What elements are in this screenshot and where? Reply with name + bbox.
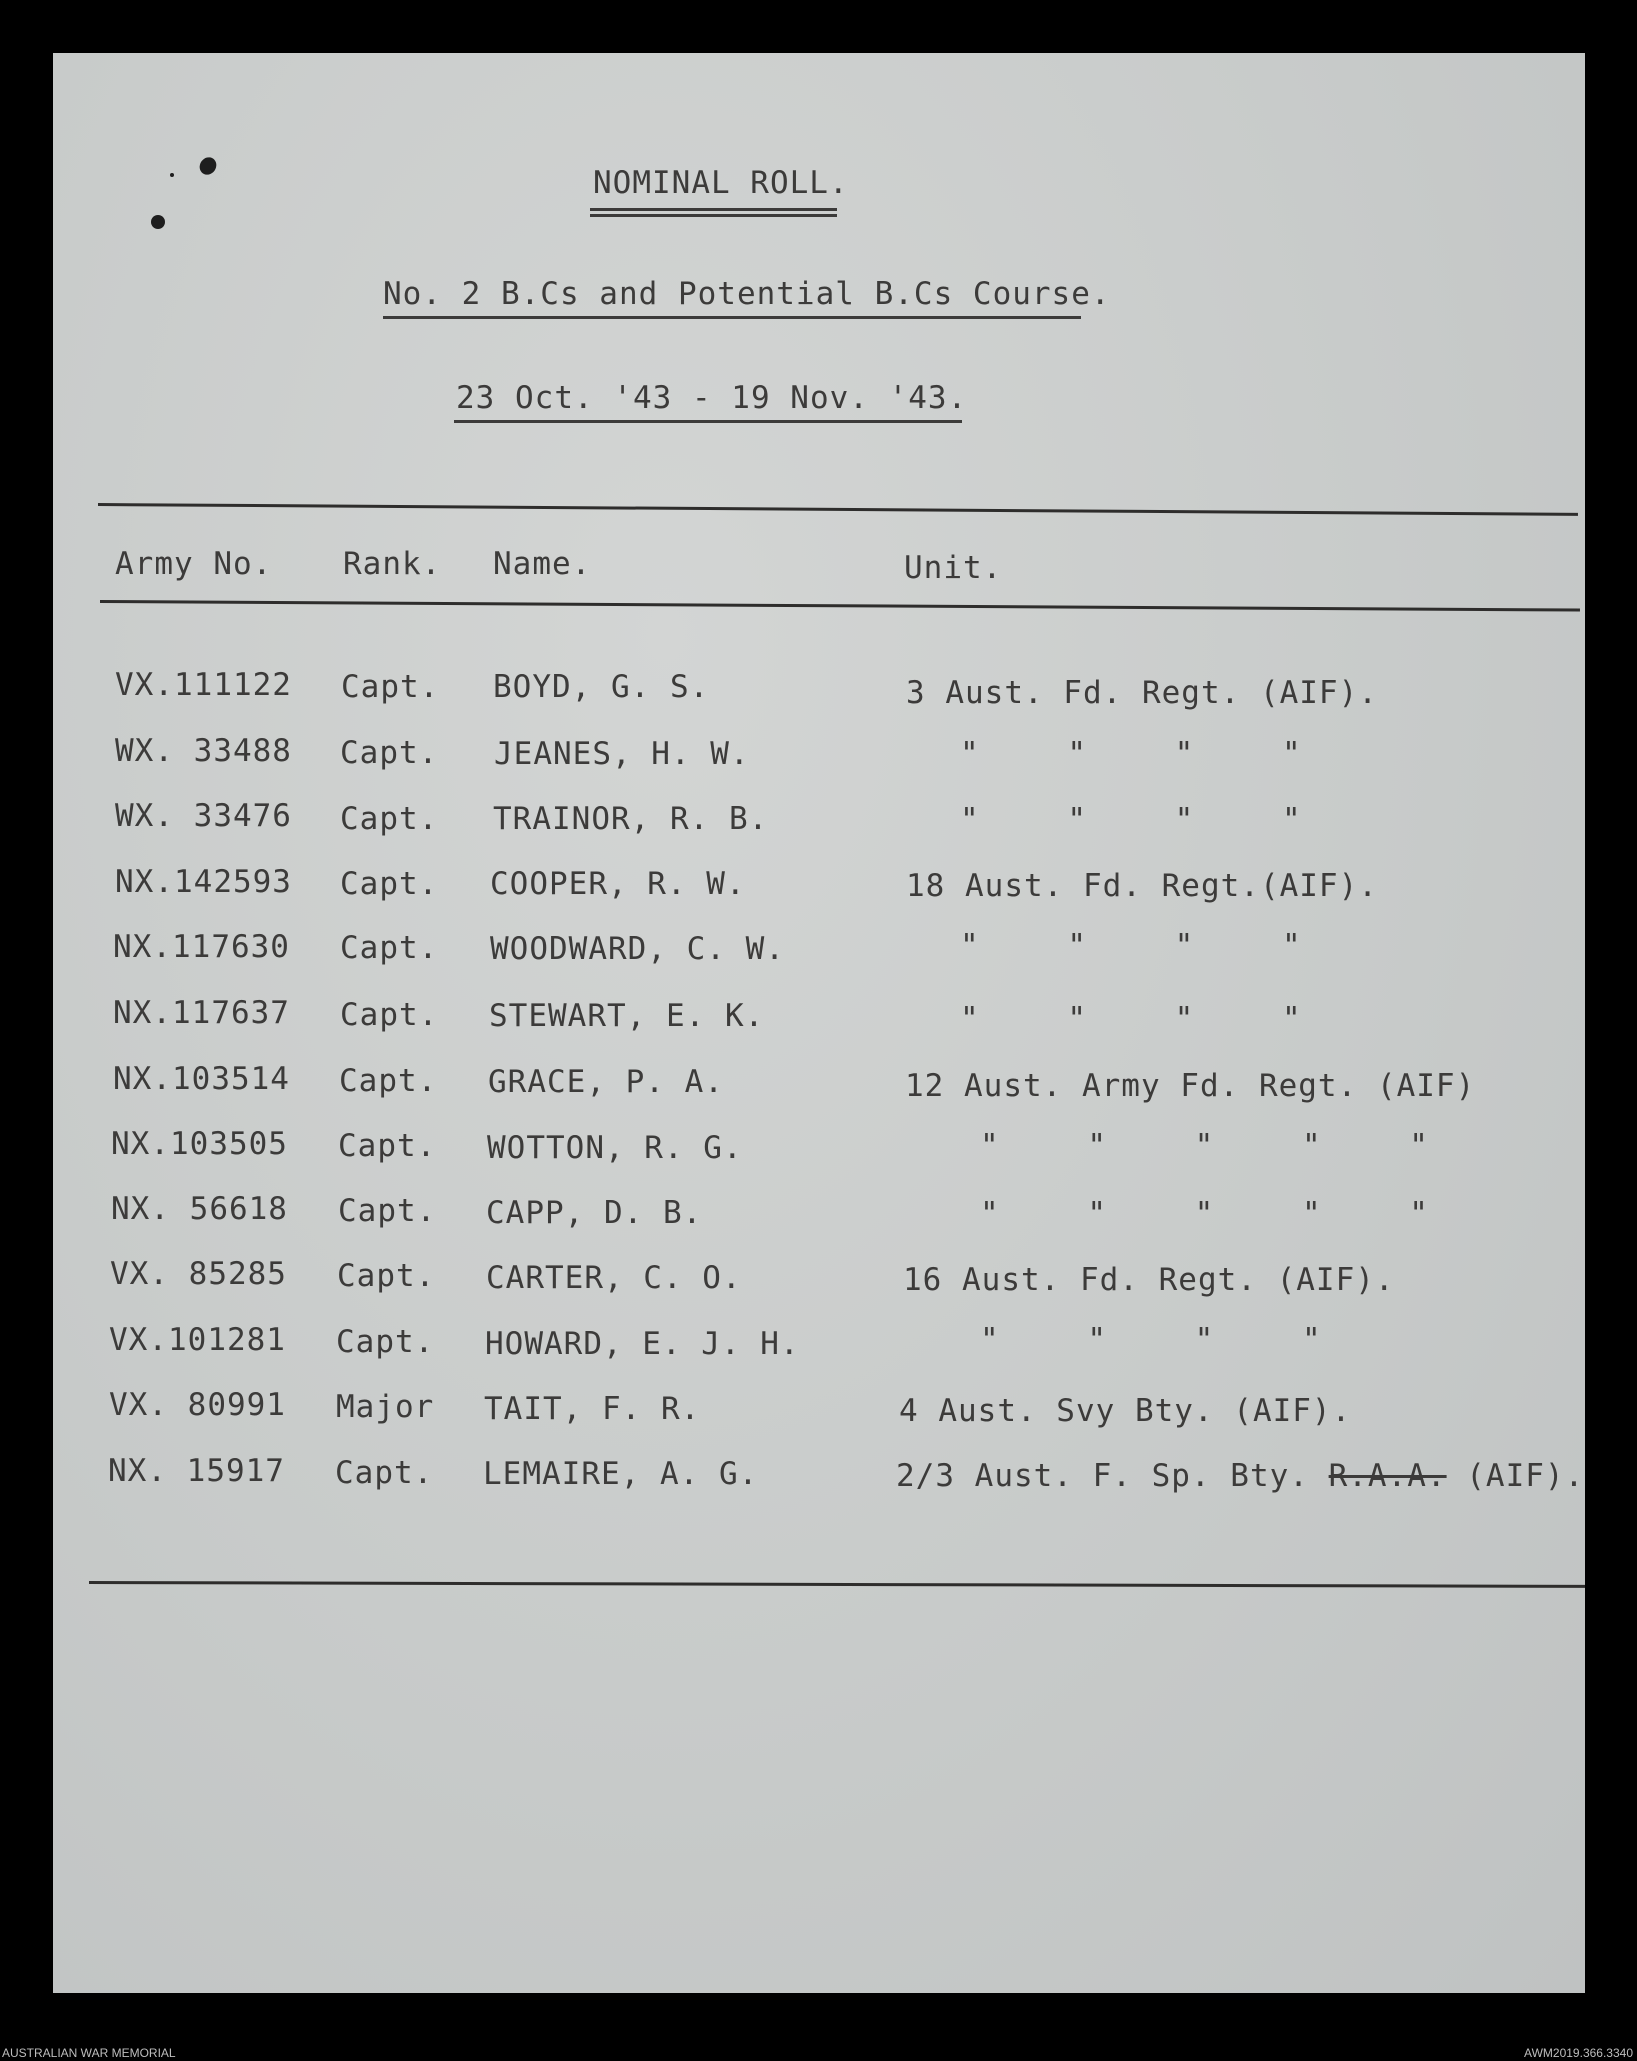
course-dates: 23 Oct. '43 - 19 Nov. '43. <box>456 380 968 416</box>
person-name: STEWART, E. K. <box>489 998 765 1034</box>
rank: Capt. <box>340 801 439 837</box>
unit-ditto: " " " " " <box>980 1196 1428 1232</box>
unit-text-suffix: (AIF). <box>1466 1458 1585 1494</box>
person-name: CARTER, C. O. <box>486 1260 742 1296</box>
rank: Capt. <box>338 1193 437 1229</box>
course-title: No. 2 B.Cs and Potential B.Cs Course. <box>383 276 1111 312</box>
course-title-underline <box>383 316 1081 319</box>
person-name: LEMAIRE, A. G. <box>483 1456 759 1492</box>
unit-ditto: " " " " <box>960 928 1301 964</box>
rank: Capt. <box>341 669 440 705</box>
army-no: NX.117637 <box>113 995 290 1031</box>
person-name: TAIT, F. R. <box>484 1391 701 1427</box>
table-top-rule <box>98 503 1578 516</box>
person-name: TRAINOR, R. B. <box>493 801 769 837</box>
unit-ditto: " " " " <box>980 1322 1321 1358</box>
unit-ditto: " " " " <box>960 1001 1301 1037</box>
unit-ditto: " " " " " <box>980 1128 1428 1164</box>
army-no: NX. 15917 <box>108 1453 285 1489</box>
unit: 18 Aust. Fd. Regt.(AIF). <box>906 868 1378 904</box>
person-name: JEANES, H. W. <box>494 736 750 772</box>
paper-sheet <box>53 53 1585 1993</box>
archive-reference: AWM2019.366.3340 <box>1524 2046 1633 2060</box>
army-no: NX.103514 <box>113 1061 290 1097</box>
archive-credit: AUSTRALIAN WAR MEMORIAL <box>2 2046 176 2060</box>
header-rank: Rank. <box>343 546 442 582</box>
person-name: WOODWARD, C. W. <box>490 931 785 967</box>
person-name: COOPER, R. W. <box>490 866 746 902</box>
rank: Capt. <box>339 1063 438 1099</box>
army-no: NX.103505 <box>111 1126 288 1162</box>
struck-out-text: R.A.A. <box>1328 1458 1447 1494</box>
unit-ditto: " " " " <box>960 736 1301 772</box>
rank: Capt. <box>340 997 439 1033</box>
person-name: GRACE, P. A. <box>488 1064 724 1100</box>
rank: Capt. <box>340 930 439 966</box>
unit-ditto: " " " " <box>960 802 1301 838</box>
header-name: Name. <box>493 546 592 582</box>
person-name: CAPP, D. B. <box>486 1195 703 1231</box>
rank: Major <box>336 1389 435 1425</box>
army-no: NX.142593 <box>115 864 292 900</box>
army-no: VX. 80991 <box>109 1387 286 1423</box>
person-name: WOTTON, R. G. <box>487 1130 743 1166</box>
rank: Capt. <box>338 1128 437 1164</box>
army-no: NX. 56618 <box>111 1191 288 1227</box>
title-underline <box>590 208 837 211</box>
army-no: VX. 85285 <box>110 1256 287 1292</box>
header-unit: Unit. <box>904 550 1003 586</box>
rank: Capt. <box>337 1258 436 1294</box>
ink-smudge <box>196 154 219 178</box>
unit <box>896 1458 1585 1494</box>
rank: Capt. <box>340 866 439 902</box>
person-name: BOYD, G. S. <box>493 669 710 705</box>
course-dates-underline <box>454 420 962 423</box>
title-underline <box>590 214 837 217</box>
ink-smudge <box>151 215 165 229</box>
header-army-no: Army No. <box>115 546 273 582</box>
unit: 16 Aust. Fd. Regt. (AIF). <box>903 1262 1395 1298</box>
rank: Capt. <box>340 735 439 771</box>
army-no: VX.101281 <box>109 1322 286 1358</box>
unit-text: 2/3 Aust. F. Sp. Bty. <box>896 1458 1309 1494</box>
army-no: WX. 33488 <box>115 733 292 769</box>
army-no: WX. 33476 <box>115 798 292 834</box>
header-bottom-rule <box>100 600 1580 612</box>
army-no: VX.111122 <box>115 667 292 703</box>
person-name: HOWARD, E. J. H. <box>485 1326 800 1362</box>
ink-smudge <box>170 173 174 177</box>
army-no: NX.117630 <box>113 929 290 965</box>
unit: 4 Aust. Svy Bty. (AIF). <box>899 1393 1352 1429</box>
rank: Capt. <box>335 1455 434 1491</box>
unit: 3 Aust. Fd. Regt. (AIF). <box>906 675 1378 711</box>
document-title: NOMINAL ROLL. <box>593 165 849 201</box>
unit: 12 Aust. Army Fd. Regt. (AIF) <box>905 1068 1476 1104</box>
rank: Capt. <box>336 1324 435 1360</box>
table-bottom-rule <box>89 1581 1585 1588</box>
